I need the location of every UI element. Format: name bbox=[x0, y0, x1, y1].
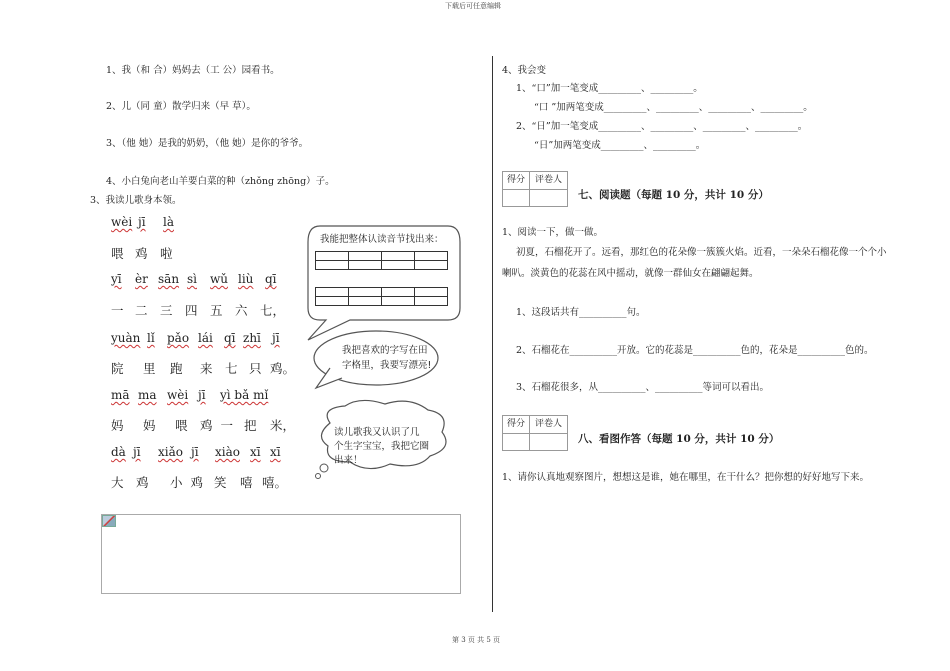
score-label: 得分 bbox=[506, 419, 525, 429]
pinyin: yī bbox=[111, 272, 122, 286]
change-q2: 2、“日”加一笔变成_________、_________、_________、_________。 bbox=[516, 121, 808, 132]
tianzige-grid-1 bbox=[315, 251, 448, 270]
passage-line-2: 喇叭。淡黄色的花蕊在风中摇动，就像一群仙女在翩翩起舞。 bbox=[502, 268, 759, 279]
hanzi: 里 bbox=[143, 361, 156, 376]
pinyin: jī bbox=[138, 215, 146, 229]
picture-question: 1、请你认真地观察图片，想想这是谁，她在哪里，在干什么？把你想的好好地写下来。 bbox=[502, 472, 870, 483]
broken-image-icon bbox=[102, 515, 116, 527]
hanzi: 一 bbox=[111, 303, 124, 318]
hanzi: 二 bbox=[135, 303, 148, 318]
pinyin: yì bǎ mǐ bbox=[220, 388, 269, 402]
score-box-8 bbox=[502, 415, 568, 451]
hanzi: 七， bbox=[260, 303, 286, 318]
hanzi: 嘻。 bbox=[262, 475, 288, 490]
reading-q1: 1、这段话共有__________句。 bbox=[516, 307, 646, 318]
pinyin: wèi bbox=[111, 215, 133, 229]
grader-label: 评卷人 bbox=[534, 419, 562, 429]
pinyin: xī bbox=[270, 445, 281, 459]
pinyin: jī bbox=[272, 331, 280, 345]
hanzi: 跑 bbox=[170, 361, 183, 376]
reading-q2: 2、石榴花在__________开放。它的花蕊是__________色的，花朵是__________色的。 bbox=[516, 345, 874, 356]
hanzi: 大 bbox=[111, 475, 124, 490]
question-4: 4、小白兔向老山羊要白菜的种（zhǒng zhōng）子。 bbox=[106, 176, 335, 187]
pinyin: xiào bbox=[215, 445, 240, 459]
pinyin: lái bbox=[198, 331, 213, 345]
column-divider bbox=[492, 56, 493, 612]
pinyin: sān bbox=[158, 272, 180, 286]
hanzi: 院 bbox=[111, 361, 124, 376]
pinyin: sì bbox=[187, 272, 197, 286]
reading-intro: 1、阅读一下，做一做。 bbox=[502, 227, 604, 238]
page-number: 第 3 页 共 5 页 bbox=[452, 636, 501, 644]
pinyin: jī bbox=[191, 445, 199, 459]
image-placeholder-frame bbox=[101, 514, 461, 594]
question-3: 3、（他 她）是我的奶奶，（他 她）是你的爷爷。 bbox=[106, 138, 309, 149]
bubble-2-line-2: 字格里，我要写漂亮! bbox=[342, 360, 432, 371]
pinyin: liù bbox=[238, 272, 254, 286]
hanzi: 鸡 bbox=[136, 475, 149, 490]
hanzi: 啦 bbox=[160, 246, 173, 261]
hanzi: 鸡 bbox=[135, 246, 148, 261]
section-3-heading: 3、我读儿歌身本领。 bbox=[90, 195, 182, 206]
hanzi: 小鸡 bbox=[170, 475, 212, 490]
hanzi: 六 bbox=[235, 303, 248, 318]
bubble-1-text: 我能把整体认读音节找出来： bbox=[320, 234, 444, 245]
question-1: 1、我（和 合）妈妈去（工 公）园看书。 bbox=[106, 65, 280, 76]
pinyin: xiǎo bbox=[158, 445, 183, 459]
bubble-3-line-3: 出来！ bbox=[334, 455, 363, 466]
hanzi: 五 bbox=[210, 303, 223, 318]
hanzi: 妈 bbox=[111, 418, 124, 433]
reading-q3: 3、石榴花很多，从__________、__________等词可以看出。 bbox=[516, 382, 770, 393]
pinyin: qī bbox=[265, 272, 277, 286]
hanzi: 只 bbox=[249, 361, 262, 376]
grader-label: 评卷人 bbox=[534, 175, 562, 185]
change-q2b: “日”加两笔变成_________、_________。 bbox=[534, 140, 706, 151]
change-q1b: “口 ”加两笔变成_________、_________、_________、_________。 bbox=[534, 102, 813, 113]
passage-line-1: 初夏，石榴花开了。远看，那红色的花朵像一簇簇火焰。近看，一朵朵石榴花像一个个小 bbox=[516, 247, 887, 258]
hanzi: 七 bbox=[225, 361, 238, 376]
tianzige-grid-2 bbox=[315, 287, 448, 306]
top-note: 下载后可任意编辑 bbox=[445, 2, 501, 10]
score-label: 得分 bbox=[506, 175, 525, 185]
bubble-3-line-2: 个生字宝宝，我把它圈 bbox=[334, 441, 430, 452]
hanzi: 笑 bbox=[214, 475, 227, 490]
pinyin: ma bbox=[138, 388, 157, 402]
pinyin: pǎo bbox=[167, 331, 190, 345]
pinyin: dà bbox=[111, 445, 126, 459]
hanzi: 四 bbox=[185, 303, 198, 318]
bubble-2-line-1: 我把喜欢的字写在田 bbox=[342, 345, 428, 356]
pinyin: èr bbox=[135, 272, 148, 286]
hanzi: 来 bbox=[200, 361, 213, 376]
change-q1: 1、“口”加一笔变成_________、_________。 bbox=[516, 83, 703, 94]
hanzi: 米， bbox=[270, 418, 296, 433]
pinyin: zhī bbox=[243, 331, 261, 345]
section-8-heading: 八、看图作答（每题 10 分，共计 10 分） bbox=[578, 433, 780, 445]
score-box-7 bbox=[502, 171, 568, 207]
pinyin: là bbox=[163, 215, 174, 229]
hanzi: 把 bbox=[244, 418, 257, 433]
pinyin: jī bbox=[133, 445, 141, 459]
pinyin: qī bbox=[224, 331, 236, 345]
hanzi: 三 bbox=[160, 303, 173, 318]
hanzi: 鸡一 bbox=[200, 418, 242, 433]
section-4-heading: 4、我会变 bbox=[502, 65, 547, 76]
pinyin: wǔ bbox=[210, 272, 228, 286]
pinyin: yuàn bbox=[111, 331, 141, 345]
pinyin: wèi bbox=[167, 388, 189, 402]
section-7-heading: 七、阅读题（每题 10 分，共计 10 分） bbox=[578, 189, 769, 201]
pinyin: xī bbox=[250, 445, 261, 459]
hanzi: 鸡。 bbox=[270, 361, 296, 376]
hanzi: 嘻 bbox=[240, 475, 253, 490]
hanzi: 喂 bbox=[111, 246, 124, 261]
question-2: 2、儿（同 童）散学归来（早 草）。 bbox=[106, 101, 256, 112]
pinyin: mā bbox=[111, 388, 130, 402]
bubble-3-line-1: 读儿歌我又认识了几 bbox=[334, 427, 420, 438]
pinyin: jī bbox=[198, 388, 206, 402]
hanzi: 妈 bbox=[143, 418, 156, 433]
hanzi: 喂 bbox=[175, 418, 188, 433]
pinyin: lǐ bbox=[147, 331, 155, 345]
